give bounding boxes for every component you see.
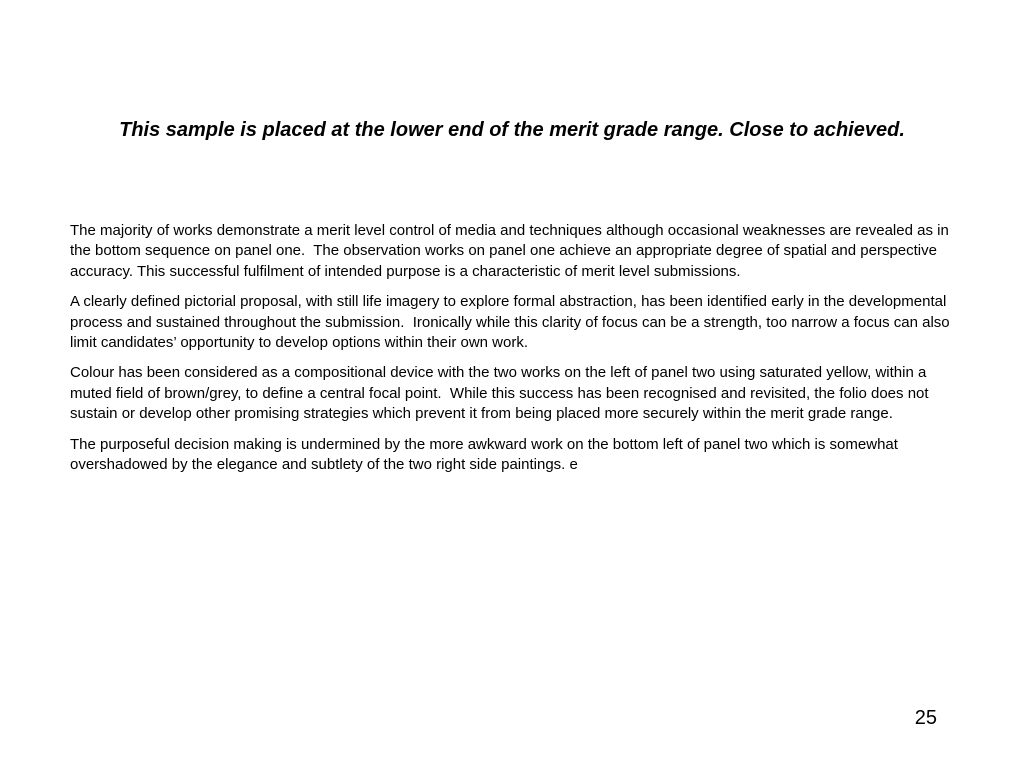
commentary-paragraph-1: The majority of works demonstrate a merit level control of media and techniques although occasional weaknesses are revealed as in the bottom sequence on panel one. The observation works on panel one achieve an appropriate degree of spatial and perspective accuracy. This successful fulfilment of intended purpose is a characteristic of merit level submissions. xyxy=(70,222,953,280)
assessment-commentary xyxy=(70,221,956,485)
commentary-paragraph-4: The purposeful decision making is undermined by the more awkward work on the bottom left of panel two which is somewhat overshadowed by the elegance and subtlety of the two right side paintings. e xyxy=(70,435,903,474)
slide-title: This sample is placed at the lower end of the merit grade range. Close to achieved. xyxy=(119,119,905,141)
commentary-paragraph-2: A clearly defined pictorial proposal, with still life imagery to explore formal abstraction, has been identified early in the developmental process and sustained throughout the submission. Ironically while this clarity of focus can be a strength, too narrow a focus can also limit candidates’ opportunity to develop options within their own work. xyxy=(70,293,954,352)
page-number: 25 xyxy=(914,707,937,729)
commentary-paragraph-3: Colour has been considered as a compositional device with the two works on the left of panel two using saturated yellow, within a muted field of brown/grey, to define a central focal point. While this success has been recognised and revisited, the folio does not sustain or develop other promising strategies which prevent it from being placed more securely within the merit grade range. xyxy=(70,364,933,423)
